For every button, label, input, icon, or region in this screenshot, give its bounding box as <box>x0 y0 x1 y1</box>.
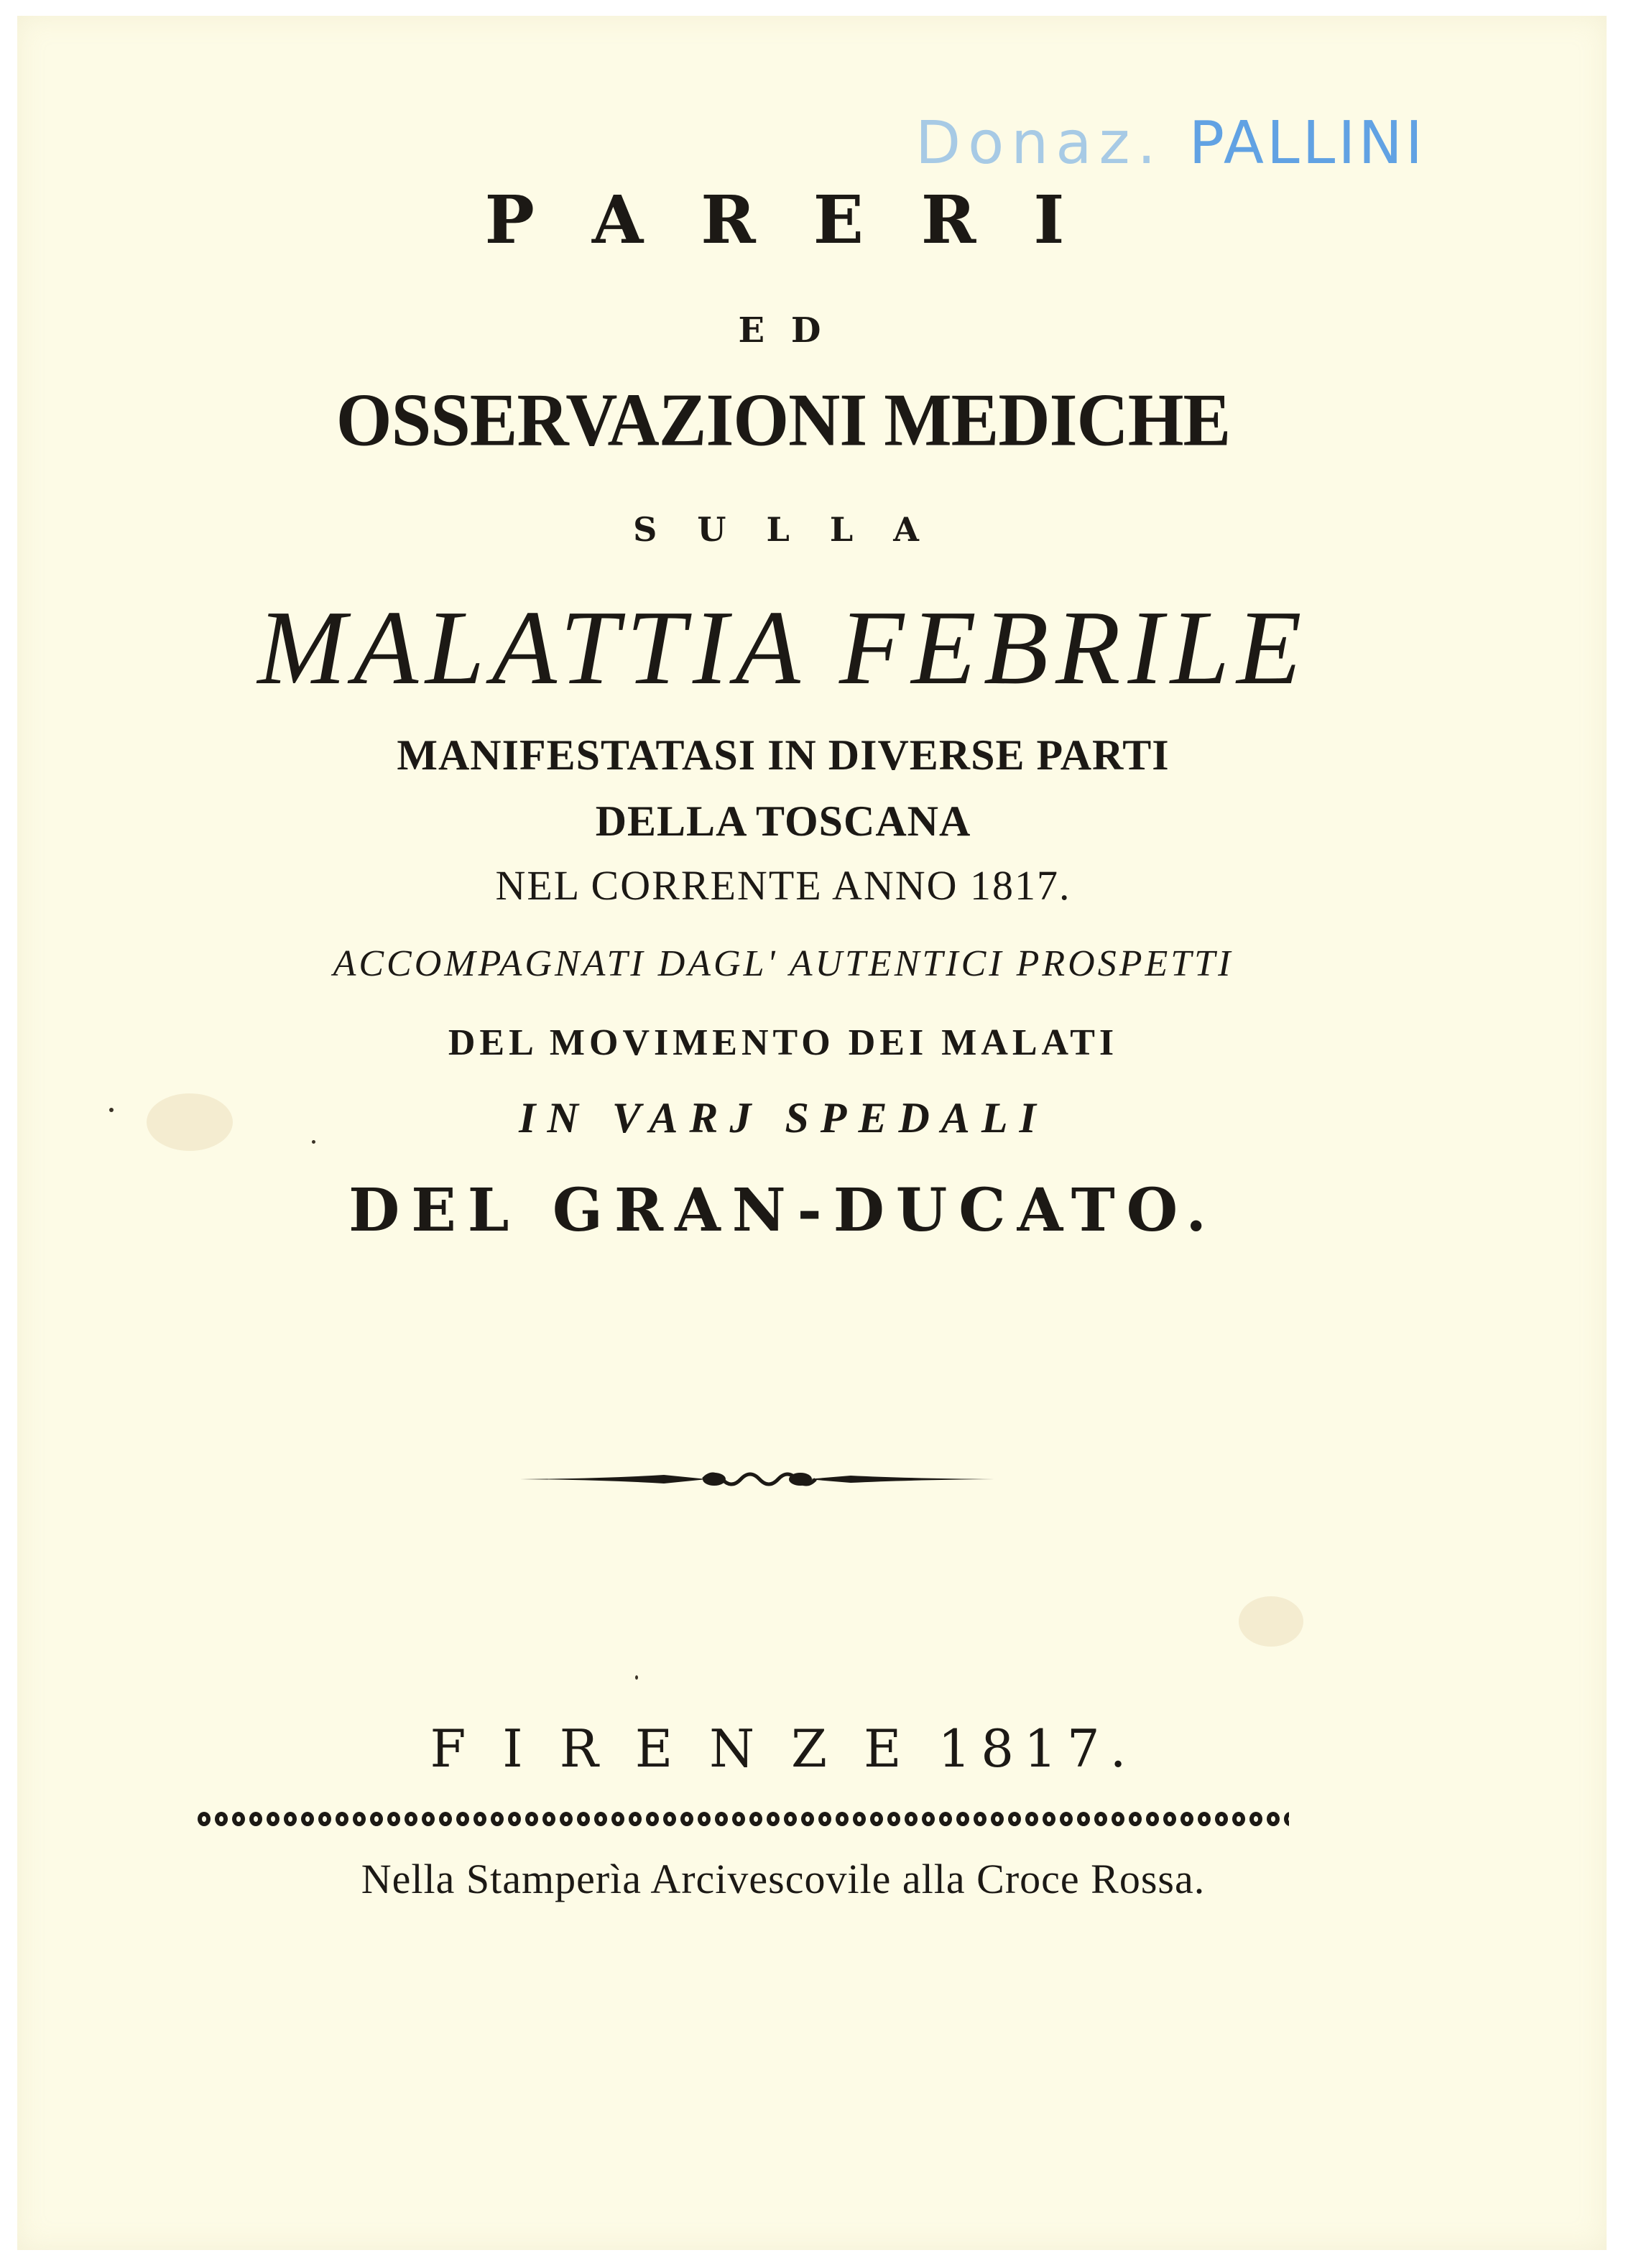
dotted-rule <box>197 1805 1289 1833</box>
subtitle-movimento: DEL MOVIMENTO DEI MALATI <box>448 1022 1119 1063</box>
imprint-place-year: F I R E N Z E 1817. <box>430 1718 1137 1779</box>
title-osservazioni: OSSERVAZIONI MEDICHE <box>336 378 1231 462</box>
stamp-name: PALLINI <box>1188 109 1426 177</box>
ink-speck <box>635 1675 638 1680</box>
subtitle-accompagnati: ACCOMPAGNATI DAGL' AUTENTICI PROSPETTI <box>333 943 1234 984</box>
title-ed: E D <box>738 310 828 351</box>
stamp-prefix: Donaz. <box>915 109 1163 177</box>
subtitle-manifestatasi: MANIFESTATASI IN DIVERSE PARTI <box>397 731 1170 779</box>
title-malattia-febrile: MALATTIA FEBRILE <box>257 589 1309 707</box>
ornamental-rule <box>520 1465 994 1494</box>
title-sulla: S U L L A <box>633 510 933 549</box>
subtitle-toscana: DELLA TOSCANA <box>595 797 971 845</box>
subtitle-anno: NEL CORRENTE ANNO 1817. <box>495 862 1071 909</box>
title-page <box>17 16 1607 2250</box>
imprint-printer: Nella Stamperìa Arcivescovile alla Croce Rossa. <box>361 1856 1206 1902</box>
library-stamp <box>915 109 1426 177</box>
foxing-spot <box>1239 1596 1303 1647</box>
subtitle-granducato: DEL GRAN-DUCATO. <box>348 1176 1218 1245</box>
subtitle-spedali: IN VARJ SPEDALI <box>519 1094 1048 1142</box>
title-pareri: P A R E R I <box>484 181 1082 259</box>
